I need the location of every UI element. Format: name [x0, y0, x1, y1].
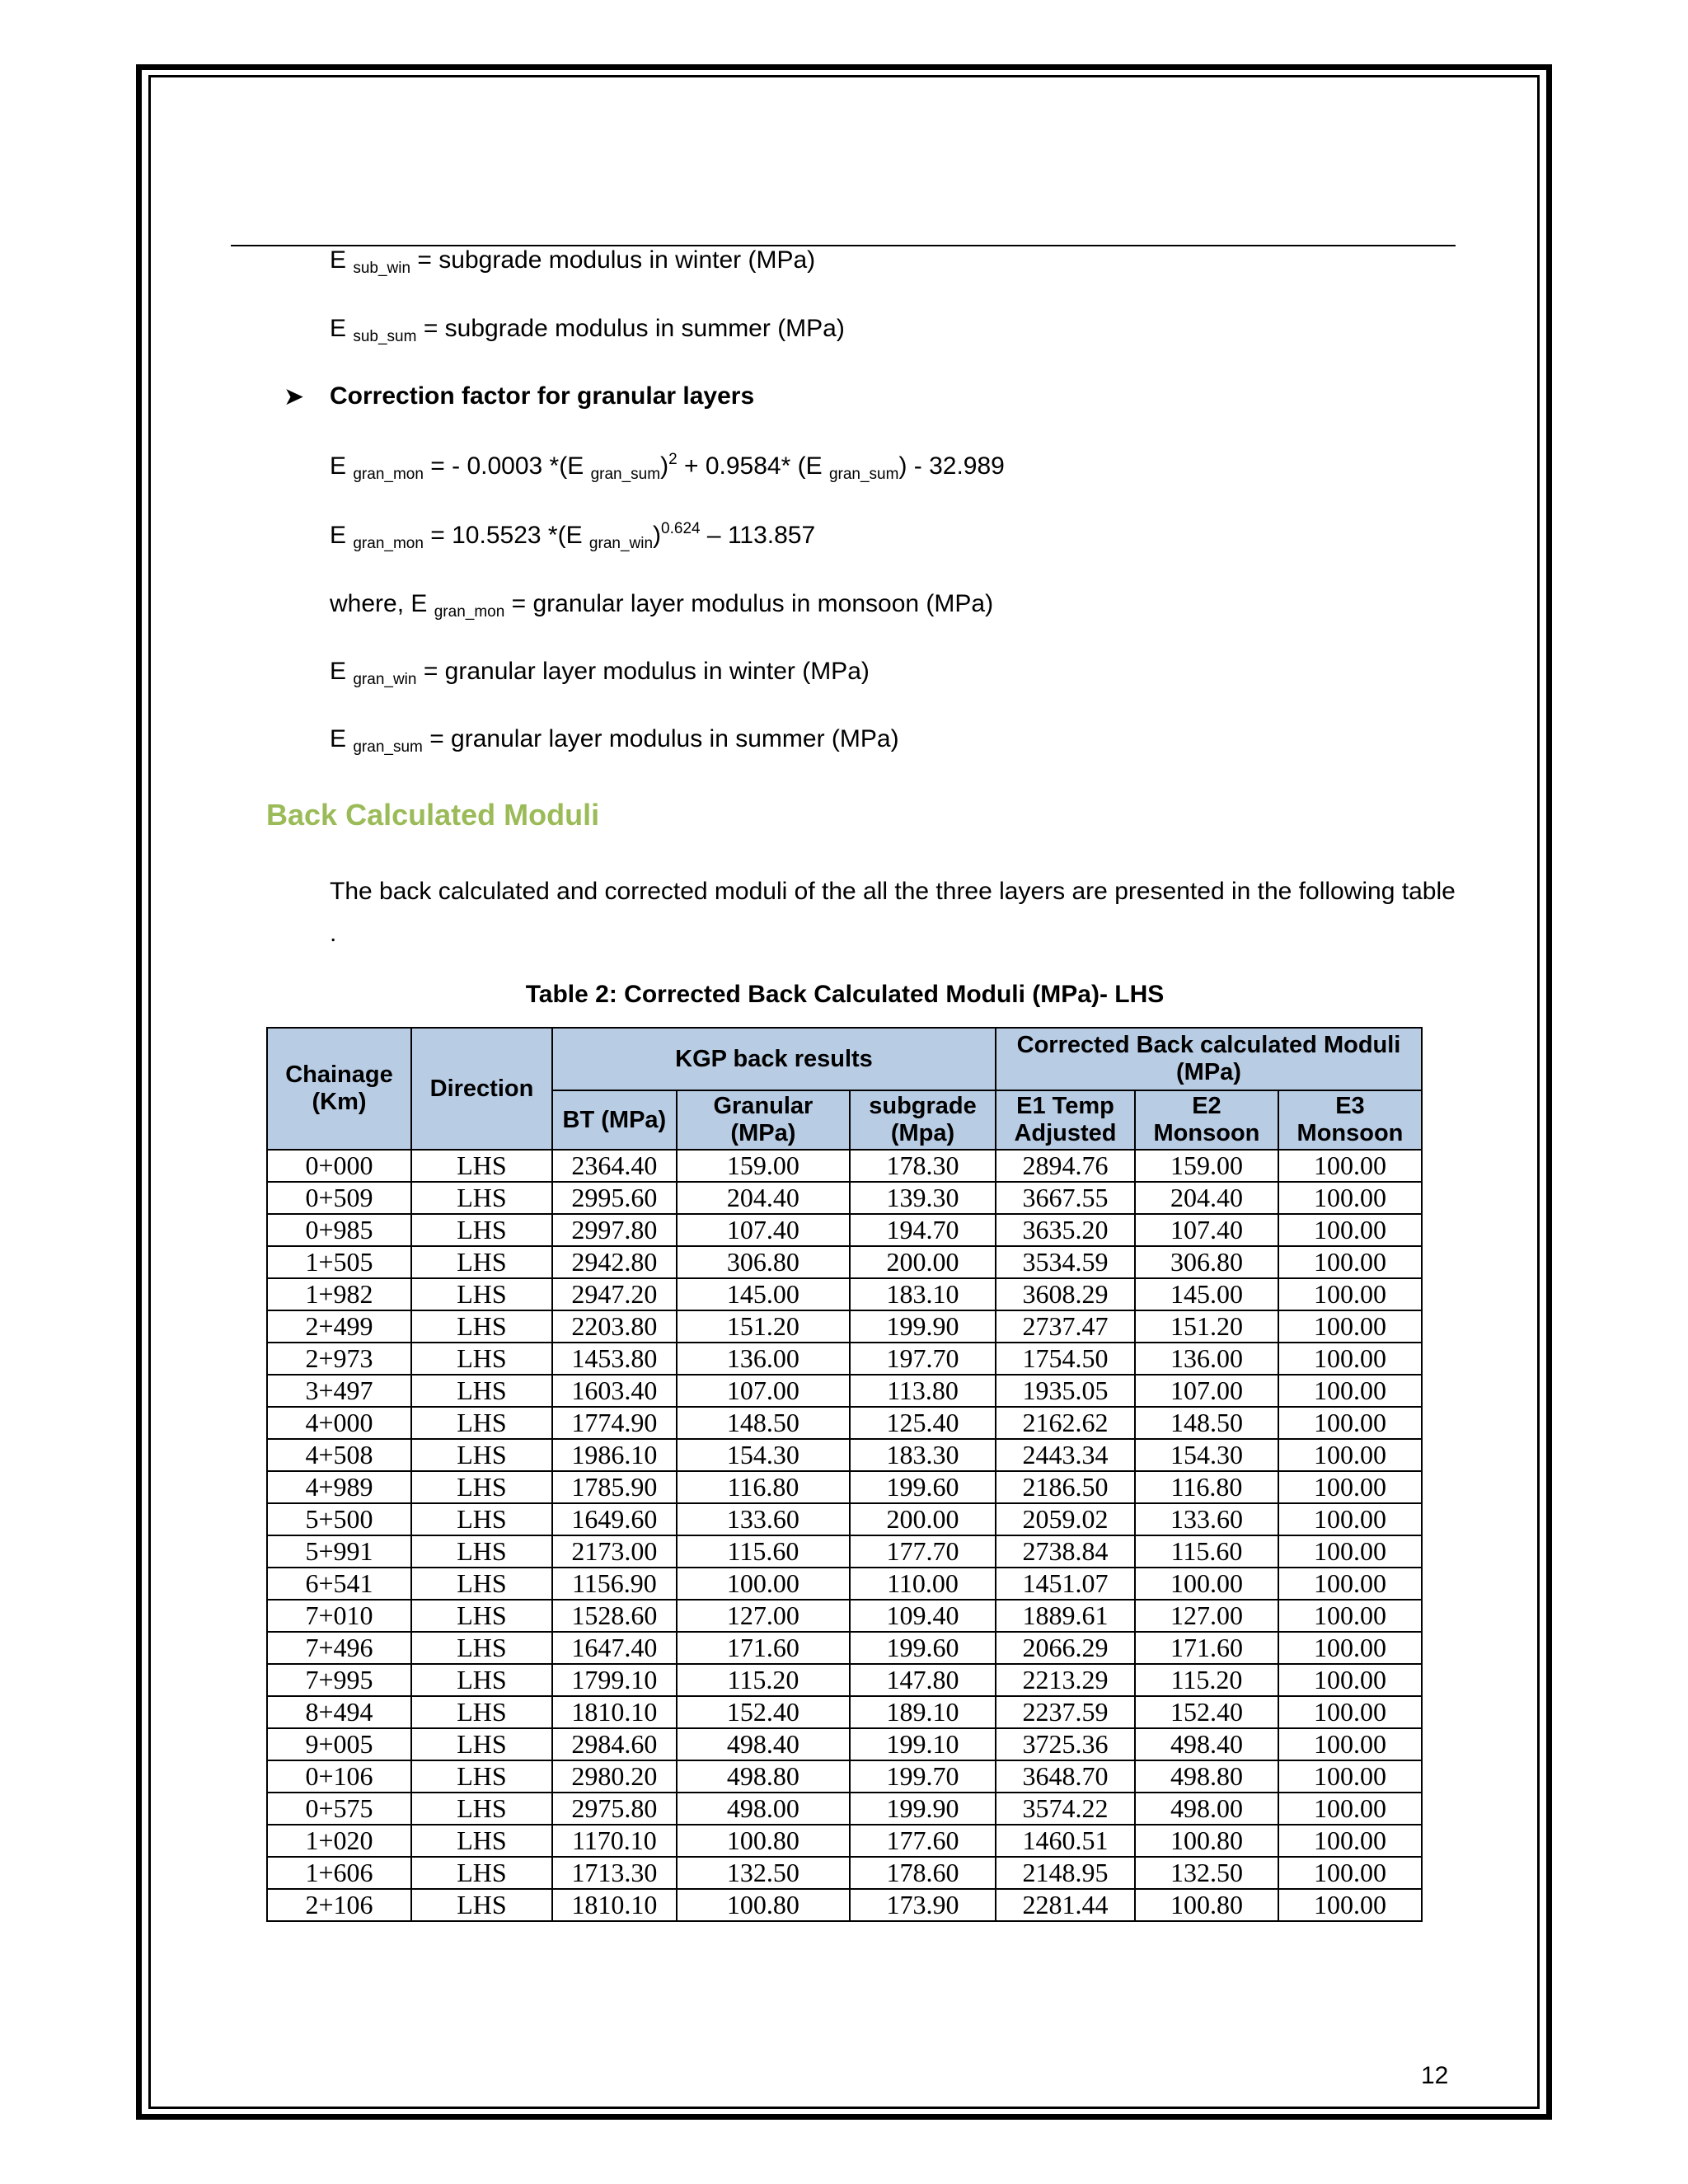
equation-1: E $_{gran\_mon}$ = - 0.0003 *(E $_{gran\_sum}$)$^2$ + 0.9584* (E $_{gran\_sum}$) - 32.989 — [330, 451, 1005, 483]
table-cell: 3+497 — [267, 1375, 411, 1407]
table-cell: 152.40 — [677, 1696, 850, 1728]
table-cell: 3667.55 — [996, 1182, 1135, 1214]
table-cell: 0+000 — [267, 1150, 411, 1182]
table-cell: 306.80 — [1135, 1246, 1278, 1278]
table-cell: 100.00 — [1278, 1503, 1422, 1535]
table-cell: 1754.50 — [996, 1343, 1135, 1375]
table-cell: 178.30 — [850, 1150, 996, 1182]
table-cell: 100.00 — [677, 1568, 850, 1600]
bullet-heading: Correction factor for granular layers — [330, 382, 755, 410]
table-cell: 1774.90 — [552, 1407, 677, 1439]
table-cell: 498.40 — [1135, 1728, 1278, 1760]
table-cell: 127.00 — [1135, 1600, 1278, 1632]
table-row — [267, 1600, 1422, 1632]
table-cell: LHS — [411, 1375, 552, 1407]
table-row — [267, 1632, 1422, 1664]
table-row — [267, 1568, 1422, 1600]
table-cell: 4+989 — [267, 1471, 411, 1503]
table-cell: 189.10 — [850, 1696, 996, 1728]
table-cell: 6+541 — [267, 1568, 411, 1600]
table-cell: 139.30 — [850, 1182, 996, 1214]
table-cell: 2162.62 — [996, 1407, 1135, 1439]
table-cell: 0+985 — [267, 1214, 411, 1246]
table-cell: 2148.95 — [996, 1857, 1135, 1889]
table-cell: 1451.07 — [996, 1568, 1135, 1600]
table-cell: 1170.10 — [552, 1825, 677, 1857]
table-cell: 5+500 — [267, 1503, 411, 1535]
table-cell: 100.00 — [1278, 1343, 1422, 1375]
table-cell: 498.40 — [677, 1728, 850, 1760]
table-cell: 4+508 — [267, 1439, 411, 1471]
table-cell: 2281.44 — [996, 1889, 1135, 1921]
table-cell: 100.00 — [1278, 1632, 1422, 1664]
table-cell: LHS — [411, 1696, 552, 1728]
table-cell: LHS — [411, 1825, 552, 1857]
table-cell: 109.40 — [850, 1600, 996, 1632]
table-cell: 498.80 — [1135, 1760, 1278, 1793]
table-cell: 110.00 — [850, 1568, 996, 1600]
table-cell: 2738.84 — [996, 1535, 1135, 1568]
table-row — [267, 1793, 1422, 1825]
table-row — [267, 1182, 1422, 1214]
table-cell: 2975.80 — [552, 1793, 677, 1825]
table-cell: 100.00 — [1278, 1214, 1422, 1246]
equation-2: E $_{gran\_mon}$ = 10.5523 *(E $_{gran\_win}$)$^{0.624}$ – 113.857 — [330, 520, 816, 552]
table-cell: LHS — [411, 1503, 552, 1535]
table-cell: 100.00 — [1278, 1889, 1422, 1921]
table-cell: 183.10 — [850, 1278, 996, 1310]
table-cell: LHS — [411, 1246, 552, 1278]
table-cell: 194.70 — [850, 1214, 996, 1246]
table-cell: 100.00 — [1278, 1664, 1422, 1696]
intro-paragraph: The back calculated and corrected moduli of the all the three layers are presented in the following table . — [330, 878, 1456, 947]
table-cell: 8+494 — [267, 1696, 411, 1728]
table-cell: 133.60 — [1135, 1503, 1278, 1535]
definition-gran-sum: E $_{gran\_sum}$ = granular layer modulus in summer (MPa) — [330, 725, 899, 756]
table-cell: LHS — [411, 1471, 552, 1503]
table-cell: 3608.29 — [996, 1278, 1135, 1310]
table-row — [267, 1696, 1422, 1728]
table-cell: LHS — [411, 1343, 552, 1375]
table-cell: 183.30 — [850, 1439, 996, 1471]
table-cell: LHS — [411, 1568, 552, 1600]
table-cell: 100.00 — [1278, 1278, 1422, 1310]
table-cell: 125.40 — [850, 1407, 996, 1439]
table-cell: 3534.59 — [996, 1246, 1135, 1278]
table-cell: 132.50 — [1135, 1857, 1278, 1889]
table-cell: 199.70 — [850, 1760, 996, 1793]
table-cell: 2894.76 — [996, 1150, 1135, 1182]
table-cell: 171.60 — [677, 1632, 850, 1664]
table-cell: 1647.40 — [552, 1632, 677, 1664]
table-cell: 152.40 — [1135, 1696, 1278, 1728]
table-cell: 100.00 — [1278, 1535, 1422, 1568]
table-cell: 7+010 — [267, 1600, 411, 1632]
table-cell: 115.60 — [1135, 1535, 1278, 1568]
table-cell: 3574.22 — [996, 1793, 1135, 1825]
table-cell: 100.00 — [1278, 1696, 1422, 1728]
table-cell: 2203.80 — [552, 1310, 677, 1343]
table-row — [267, 1503, 1422, 1535]
table-cell: 1460.51 — [996, 1825, 1135, 1857]
table-row — [267, 1407, 1422, 1439]
table-cell: 2237.59 — [996, 1696, 1135, 1728]
table-cell: 178.60 — [850, 1857, 996, 1889]
table-cell: 2942.80 — [552, 1246, 677, 1278]
table-cell: 1+982 — [267, 1278, 411, 1310]
table-cell: 1810.10 — [552, 1696, 677, 1728]
table-cell: 107.40 — [1135, 1214, 1278, 1246]
table-caption: Table 2: Corrected Back Calculated Moduli (MPa)- LHS — [525, 981, 1165, 1008]
table-cell: 2443.34 — [996, 1439, 1135, 1471]
table-cell: 145.00 — [677, 1278, 850, 1310]
table-cell: 136.00 — [1135, 1343, 1278, 1375]
table-cell: 3725.36 — [996, 1728, 1135, 1760]
table-cell: 115.20 — [1135, 1664, 1278, 1696]
table-cell: LHS — [411, 1728, 552, 1760]
table-cell: LHS — [411, 1632, 552, 1664]
table-cell: LHS — [411, 1214, 552, 1246]
table-cell: LHS — [411, 1407, 552, 1439]
table-cell: 199.90 — [850, 1793, 996, 1825]
table-cell: 1603.40 — [552, 1375, 677, 1407]
table-cell: 2+106 — [267, 1889, 411, 1921]
section-heading: Back Calculated Moduli — [266, 798, 600, 832]
where-line: where, E $_{gran\_mon}$ = granular layer modulus in monsoon (MPa) — [330, 590, 994, 621]
table-cell: 159.00 — [677, 1150, 850, 1182]
header-granular: Granular (MPa) — [677, 1090, 850, 1150]
table-body — [267, 1150, 1422, 1921]
table-cell: 7+496 — [267, 1632, 411, 1664]
table-cell: 107.00 — [677, 1375, 850, 1407]
table-cell: 4+000 — [267, 1407, 411, 1439]
table-cell: 2186.50 — [996, 1471, 1135, 1503]
table-cell: 2737.47 — [996, 1310, 1135, 1343]
table-cell: 5+991 — [267, 1535, 411, 1568]
table-cell: 107.00 — [1135, 1375, 1278, 1407]
table-cell: 100.00 — [1278, 1825, 1422, 1857]
table-cell: 100.00 — [1278, 1568, 1422, 1600]
definition-gran-win: E $_{gran\_win}$ = granular layer modulus in winter (MPa) — [330, 658, 870, 688]
table-cell: 100.80 — [1135, 1825, 1278, 1857]
table-cell: 100.00 — [1278, 1439, 1422, 1471]
table-cell: 100.00 — [1278, 1471, 1422, 1503]
table-cell: 3648.70 — [996, 1760, 1135, 1793]
table-cell: LHS — [411, 1439, 552, 1471]
table-cell: 2947.20 — [552, 1278, 677, 1310]
table-cell: 0+575 — [267, 1793, 411, 1825]
table-cell: 116.80 — [1135, 1471, 1278, 1503]
table-row — [267, 1760, 1422, 1793]
table-cell: 1785.90 — [552, 1471, 677, 1503]
table-cell: 1935.05 — [996, 1375, 1135, 1407]
table-cell: 147.80 — [850, 1664, 996, 1696]
table-cell: 2980.20 — [552, 1760, 677, 1793]
table-cell: 498.00 — [1135, 1793, 1278, 1825]
header-e1: E1 Temp Adjusted — [996, 1090, 1135, 1150]
table-cell: 2+499 — [267, 1310, 411, 1343]
table-row — [267, 1150, 1422, 1182]
header-e2: E2 Monsoon — [1135, 1090, 1278, 1150]
table-cell: 116.80 — [677, 1471, 850, 1503]
table-row — [267, 1439, 1422, 1471]
table-cell: 306.80 — [677, 1246, 850, 1278]
header-chainage: Chainage (Km) — [267, 1028, 411, 1150]
table-cell: 133.60 — [677, 1503, 850, 1535]
table-cell: 148.50 — [677, 1407, 850, 1439]
table-cell: 113.80 — [850, 1375, 996, 1407]
page-number: 12 — [1421, 2062, 1449, 2089]
header-kgp-group: KGP back results — [552, 1028, 996, 1090]
table-cell: 151.20 — [1135, 1310, 1278, 1343]
table-cell: 1986.10 — [552, 1439, 677, 1471]
table-cell: 2+973 — [267, 1343, 411, 1375]
table-cell: 1810.10 — [552, 1889, 677, 1921]
table-cell: 1+020 — [267, 1825, 411, 1857]
table-cell: LHS — [411, 1150, 552, 1182]
table-cell: 100.00 — [1278, 1246, 1422, 1278]
table-cell: LHS — [411, 1182, 552, 1214]
table-row — [267, 1535, 1422, 1568]
table-cell: 197.70 — [850, 1343, 996, 1375]
table-cell: 2364.40 — [552, 1150, 677, 1182]
table-cell: 100.00 — [1278, 1150, 1422, 1182]
table-cell: LHS — [411, 1664, 552, 1696]
table-row — [267, 1857, 1422, 1889]
header-direction: Direction — [411, 1028, 552, 1150]
table-cell: LHS — [411, 1889, 552, 1921]
table-row — [267, 1664, 1422, 1696]
table-cell: LHS — [411, 1310, 552, 1343]
table-cell: 199.60 — [850, 1632, 996, 1664]
definition-sub-win: E $_{sub\_win}$ = subgrade modulus in winter (MPa) — [330, 246, 816, 277]
table-cell: 100.00 — [1278, 1600, 1422, 1632]
table-cell: 2059.02 — [996, 1503, 1135, 1535]
table-cell: 2173.00 — [552, 1535, 677, 1568]
table-cell: 127.00 — [677, 1600, 850, 1632]
table-cell: 1+606 — [267, 1857, 411, 1889]
table-cell: 0+106 — [267, 1760, 411, 1793]
table-cell: 173.90 — [850, 1889, 996, 1921]
header-subgrade: subgrade (Mpa) — [850, 1090, 996, 1150]
table-cell: 1156.90 — [552, 1568, 677, 1600]
table-row — [267, 1471, 1422, 1503]
table-cell: 498.00 — [677, 1793, 850, 1825]
definition-sub-sum: E $_{sub\_sum}$ = subgrade modulus in summer (MPa) — [330, 315, 845, 345]
table-cell: 151.20 — [677, 1310, 850, 1343]
table-row — [267, 1728, 1422, 1760]
table-cell: LHS — [411, 1600, 552, 1632]
header-corrected-group: Corrected Back calculated Moduli (MPa) — [996, 1028, 1422, 1090]
table-cell: 154.30 — [1135, 1439, 1278, 1471]
table-cell: 0+509 — [267, 1182, 411, 1214]
table-cell: 100.80 — [677, 1889, 850, 1921]
table-cell: 100.00 — [1278, 1375, 1422, 1407]
table-row — [267, 1825, 1422, 1857]
table-cell: LHS — [411, 1857, 552, 1889]
table-cell: 1649.60 — [552, 1503, 677, 1535]
table-cell: 2997.80 — [552, 1214, 677, 1246]
table-cell: 177.60 — [850, 1825, 996, 1857]
table-cell: 107.40 — [677, 1214, 850, 1246]
table-cell: 2066.29 — [996, 1632, 1135, 1664]
table-cell: 171.60 — [1135, 1632, 1278, 1664]
table-cell: 199.90 — [850, 1310, 996, 1343]
table-cell: 136.00 — [677, 1343, 850, 1375]
table-row — [267, 1310, 1422, 1343]
table-row — [267, 1375, 1422, 1407]
table-cell: 2213.29 — [996, 1664, 1135, 1696]
header-e3: E3 Monsoon — [1278, 1090, 1422, 1150]
table-cell: 1799.10 — [552, 1664, 677, 1696]
table-cell: 132.50 — [677, 1857, 850, 1889]
table-cell: 1453.80 — [552, 1343, 677, 1375]
table-cell: 100.00 — [1278, 1760, 1422, 1793]
table-cell: 100.00 — [1278, 1857, 1422, 1889]
table-cell: LHS — [411, 1793, 552, 1825]
table-cell: 148.50 — [1135, 1407, 1278, 1439]
table-row — [267, 1343, 1422, 1375]
table-cell: 9+005 — [267, 1728, 411, 1760]
table-cell: 3635.20 — [996, 1214, 1135, 1246]
table-cell: 100.00 — [1135, 1568, 1278, 1600]
table-row — [267, 1278, 1422, 1310]
table-cell: 100.00 — [1278, 1407, 1422, 1439]
table-row — [267, 1889, 1422, 1921]
table-cell: 2995.60 — [552, 1182, 677, 1214]
table-cell: 204.40 — [1135, 1182, 1278, 1214]
table-cell: LHS — [411, 1535, 552, 1568]
table-cell: 204.40 — [677, 1182, 850, 1214]
table-row — [267, 1214, 1422, 1246]
table-cell: 100.00 — [1278, 1310, 1422, 1343]
table-cell: 199.60 — [850, 1471, 996, 1503]
table-row — [267, 1246, 1422, 1278]
table-cell: LHS — [411, 1760, 552, 1793]
table-cell: 1889.61 — [996, 1600, 1135, 1632]
table-cell: 100.00 — [1278, 1728, 1422, 1760]
moduli-table — [266, 1027, 1423, 1922]
table-cell: 200.00 — [850, 1246, 996, 1278]
table-cell: 100.00 — [1278, 1182, 1422, 1214]
table-cell: 2984.60 — [552, 1728, 677, 1760]
table-cell: 7+995 — [267, 1664, 411, 1696]
header-bt: BT (MPa) — [552, 1090, 677, 1150]
table-cell: 115.20 — [677, 1664, 850, 1696]
table-cell: 177.70 — [850, 1535, 996, 1568]
table-cell: 1528.60 — [552, 1600, 677, 1632]
table-cell: 100.80 — [677, 1825, 850, 1857]
bullet-arrow-icon: ➤ — [284, 383, 305, 410]
table-cell: 159.00 — [1135, 1150, 1278, 1182]
table-cell: 200.00 — [850, 1503, 996, 1535]
table-cell: 1713.30 — [552, 1857, 677, 1889]
table-cell: 154.30 — [677, 1439, 850, 1471]
table-cell: 100.80 — [1135, 1889, 1278, 1921]
table-cell: 145.00 — [1135, 1278, 1278, 1310]
table-cell: LHS — [411, 1278, 552, 1310]
table-cell: 115.60 — [677, 1535, 850, 1568]
table-cell: 199.10 — [850, 1728, 996, 1760]
table-cell: 1+505 — [267, 1246, 411, 1278]
table-cell: 498.80 — [677, 1760, 850, 1793]
table-cell: 100.00 — [1278, 1793, 1422, 1825]
